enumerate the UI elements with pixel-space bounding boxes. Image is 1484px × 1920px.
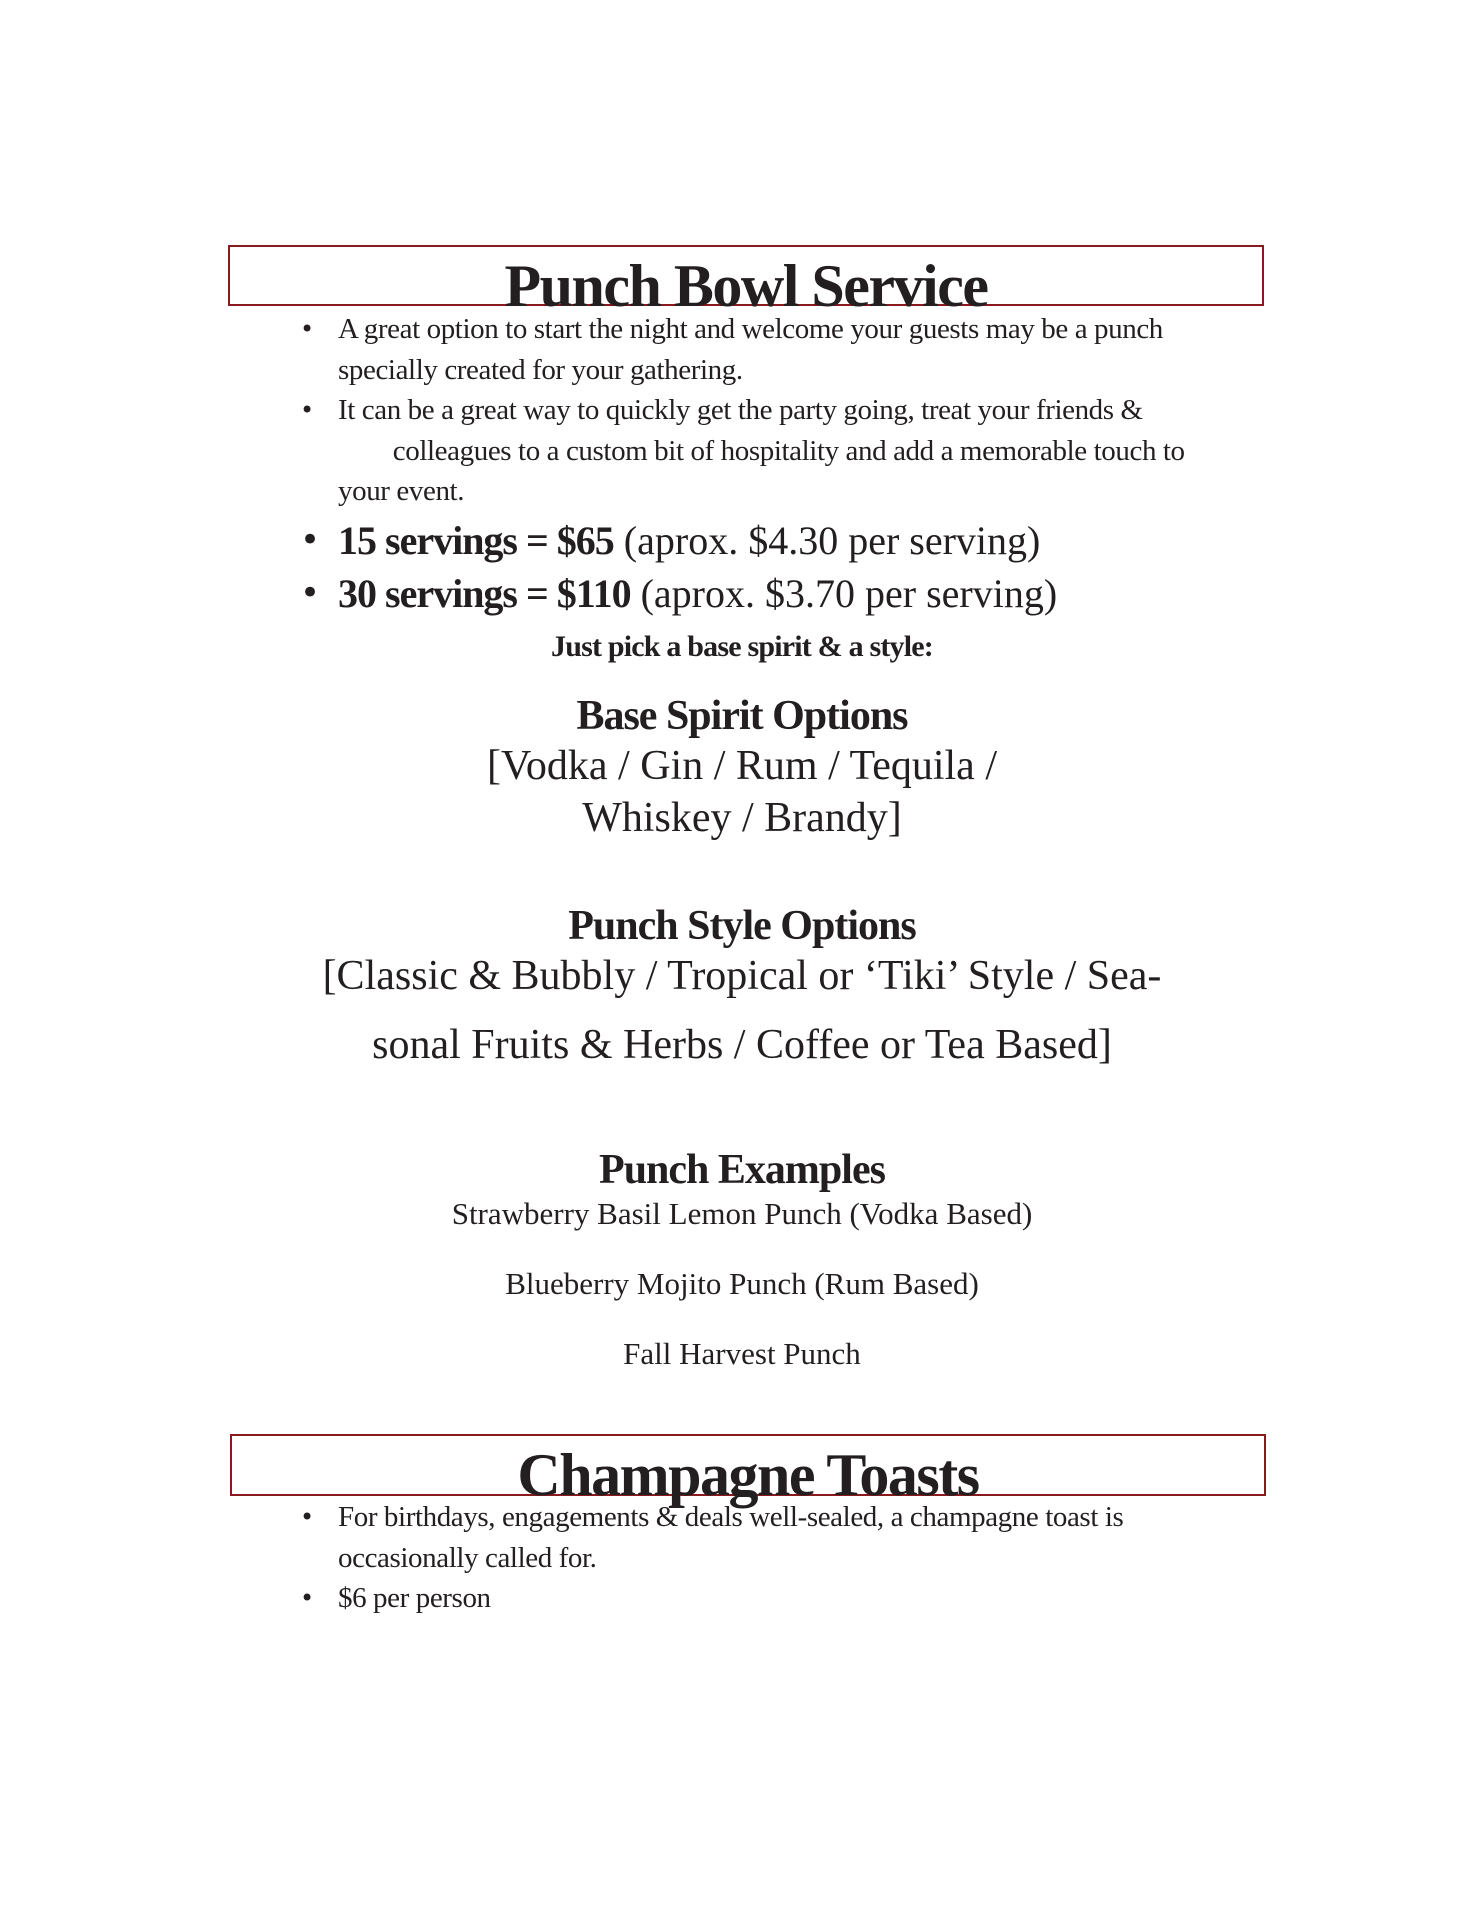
list-item: • $6 per person xyxy=(300,1578,1200,1619)
pricing-note: (aprox. $4.30 per serving) xyxy=(613,518,1041,563)
list-item: • For birthdays, engagements & deals well-sealed, a champagne toast is occasionally called for. xyxy=(300,1497,1200,1578)
example-item: Blueberry Mojito Punch (Rum Based) xyxy=(505,1266,979,1301)
list-item: • It can be a great way to quickly get the party going, treat your friends & colleagues to a custom bit of hospitality and add a memorable touch to your event. xyxy=(300,390,1200,512)
champagne-title: Champagne Toasts xyxy=(517,1442,979,1508)
example-item: Strawberry Basil Lemon Punch (Vodka Based) xyxy=(451,1196,1033,1231)
pricing-label: 15 servings = $65 xyxy=(338,518,614,563)
pricing-note: (aprox. $3.70 per serving) xyxy=(630,571,1058,616)
punch-style-options: [Classic & Bubbly / Tropical or ‘Tiki’ Style / Sea- xyxy=(322,953,1162,999)
pricing-label: 30 servings = $110 xyxy=(338,571,631,616)
pricing-item xyxy=(300,514,1300,567)
pricing-list xyxy=(300,514,1300,620)
punch-bowl-title-box xyxy=(228,245,1264,319)
example-item: Fall Harvest Punch xyxy=(623,1336,861,1371)
champagne-list xyxy=(300,1497,1200,1619)
champagne-title-box xyxy=(230,1434,1266,1508)
pricing-item xyxy=(300,567,1300,620)
punch-examples-heading: Punch Examples xyxy=(599,1147,885,1193)
base-spirit-options: [Vodka / Gin / Rum / Tequila / xyxy=(487,743,997,789)
base-spirit-options: Whiskey / Brandy] xyxy=(582,795,902,841)
punch-style-options: sonal Fruits & Herbs / Coffee or Tea Based] xyxy=(372,1022,1112,1068)
punch-description-list xyxy=(300,309,1200,512)
list-item: • A great option to start the night and welcome your guests may be a punch specially created for your gathering. xyxy=(300,309,1200,390)
punch-bowl-title: Punch Bowl Service xyxy=(504,253,988,319)
pick-instruction: Just pick a base spirit & a style: xyxy=(551,630,933,663)
punch-style-heading: Punch Style Options xyxy=(568,903,916,949)
base-spirit-heading: Base Spirit Options xyxy=(576,693,908,739)
